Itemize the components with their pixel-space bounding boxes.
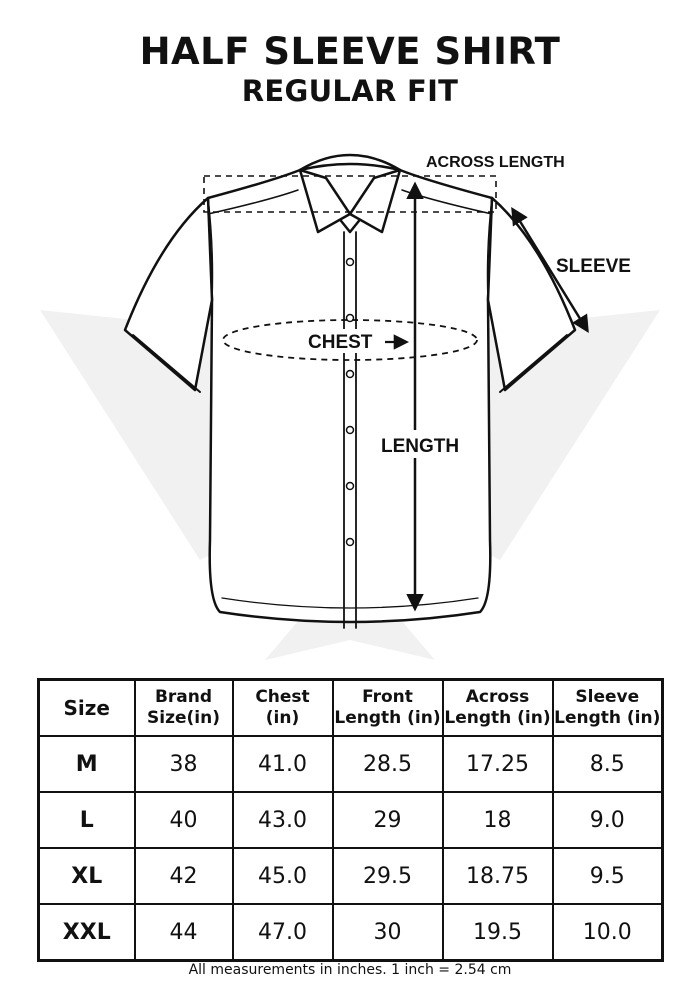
size-cell: M bbox=[39, 736, 135, 792]
size-cell: L bbox=[39, 792, 135, 848]
sleeve-label: SLEEVE bbox=[556, 256, 631, 277]
header-across-length: Across Length (in) bbox=[443, 680, 553, 737]
sleeve-length-cell: 10.0 bbox=[553, 904, 663, 961]
table-row bbox=[39, 904, 663, 961]
length-label: LENGTH bbox=[381, 436, 460, 457]
table-header-row bbox=[39, 680, 663, 737]
table-row bbox=[39, 848, 663, 904]
chest-label: CHEST bbox=[308, 332, 373, 353]
across-length-cell: 18.75 bbox=[443, 848, 553, 904]
across-length-cell: 17.25 bbox=[443, 736, 553, 792]
chest-cell: 41.0 bbox=[233, 736, 333, 792]
header-front-length: Front Length (in) bbox=[333, 680, 443, 737]
measurement-note: All measurements in inches. 1 inch = 2.54 cm bbox=[188, 962, 512, 978]
header-brand-size: Brand Size(in) bbox=[135, 680, 233, 737]
brand-size-cell: 42 bbox=[135, 848, 233, 904]
size-cell: XL bbox=[39, 848, 135, 904]
shirt-measurement-diagram bbox=[0, 130, 700, 670]
sleeve-length-cell: 9.5 bbox=[553, 848, 663, 904]
front-length-cell: 30 bbox=[333, 904, 443, 961]
brand-size-cell: 38 bbox=[135, 736, 233, 792]
across-length-cell: 18 bbox=[443, 792, 553, 848]
chest-cell: 43.0 bbox=[233, 792, 333, 848]
table-row bbox=[39, 736, 663, 792]
brand-size-cell: 44 bbox=[135, 904, 233, 961]
table-row bbox=[39, 792, 663, 848]
sleeve-length-cell: 8.5 bbox=[553, 736, 663, 792]
across-length-cell: 19.5 bbox=[443, 904, 553, 961]
header-size: Size bbox=[39, 680, 135, 737]
front-length-cell: 28.5 bbox=[333, 736, 443, 792]
header-sleeve-length: Sleeve Length (in) bbox=[553, 680, 663, 737]
page-title: HALF SLEEVE SHIRT bbox=[139, 30, 561, 73]
sleeve-length-cell: 9.0 bbox=[553, 792, 663, 848]
front-length-cell: 29.5 bbox=[333, 848, 443, 904]
size-cell: XXL bbox=[39, 904, 135, 961]
across-length-label: ACROSS LENGTH bbox=[426, 154, 565, 171]
brand-size-cell: 40 bbox=[135, 792, 233, 848]
chest-cell: 45.0 bbox=[233, 848, 333, 904]
size-chart-table bbox=[37, 678, 664, 962]
page-subtitle: REGULAR FIT bbox=[241, 74, 459, 108]
chest-cell: 47.0 bbox=[233, 904, 333, 961]
header-chest: Chest (in) bbox=[233, 680, 333, 737]
front-length-cell: 29 bbox=[333, 792, 443, 848]
